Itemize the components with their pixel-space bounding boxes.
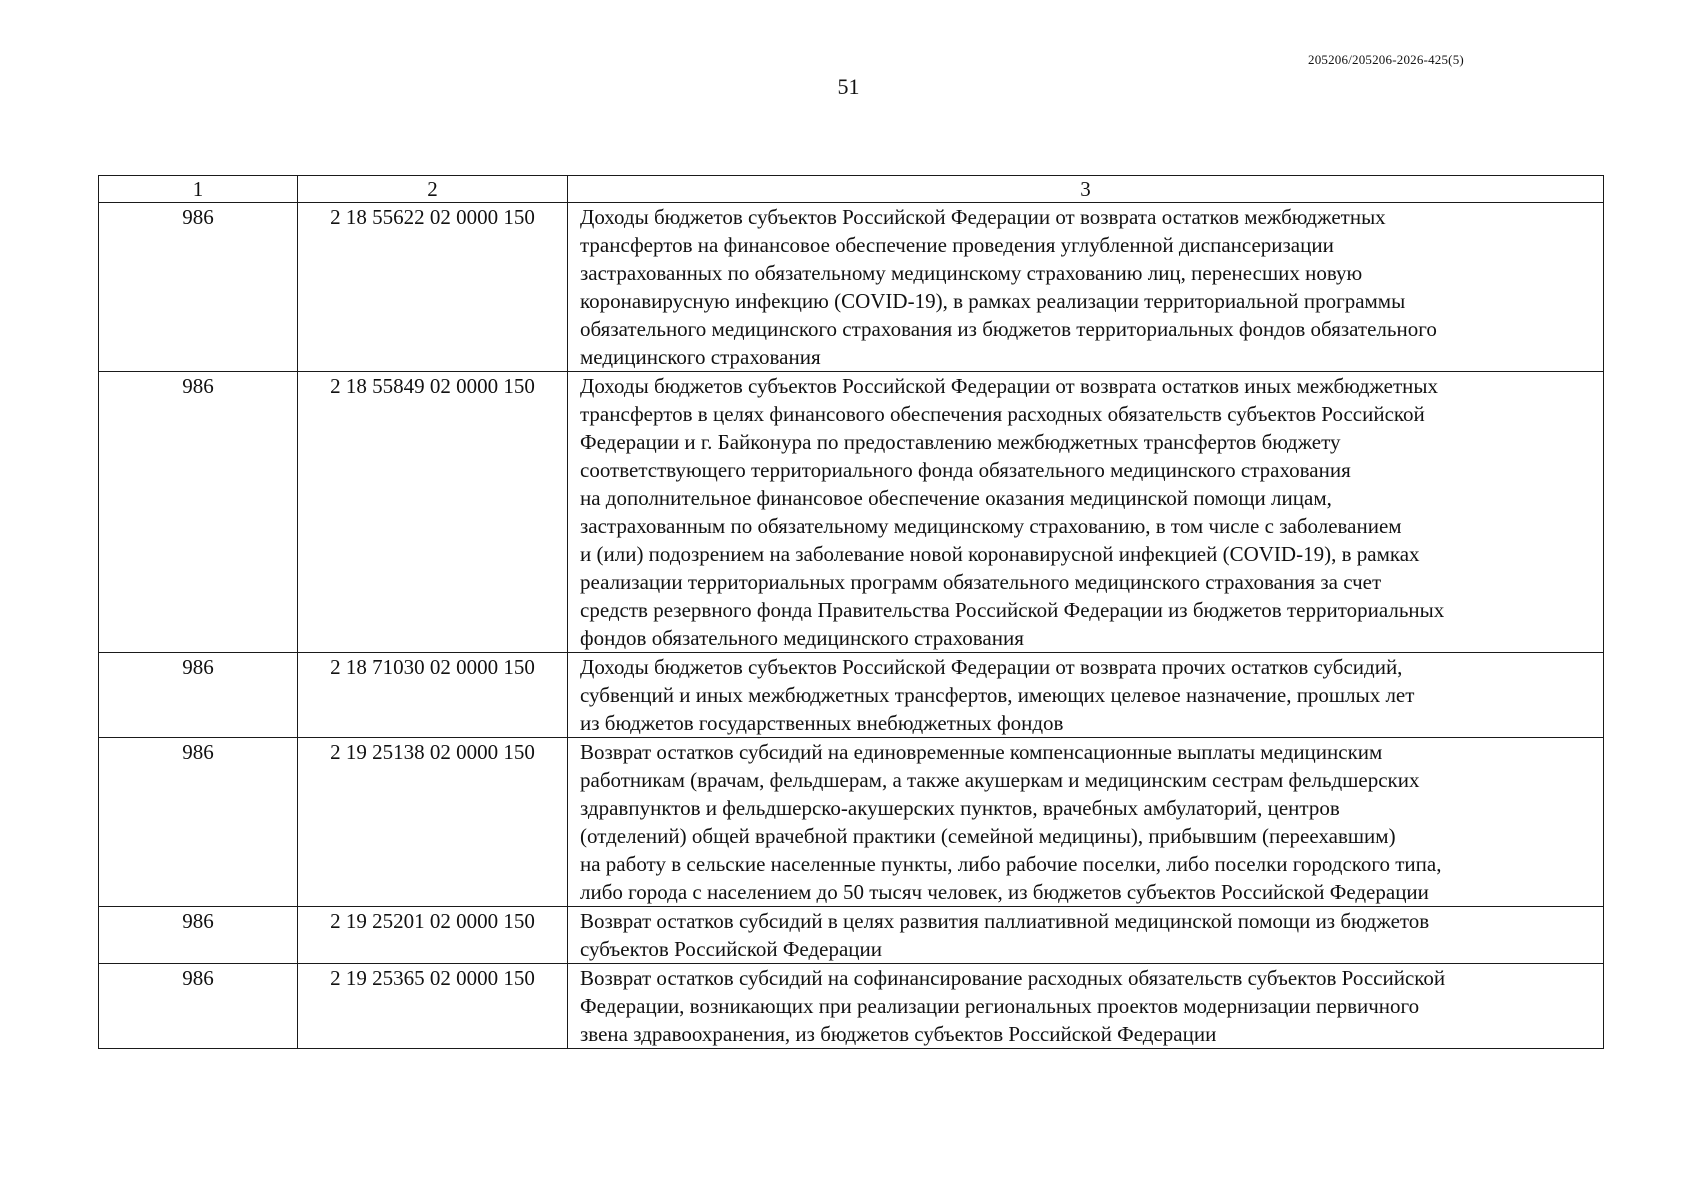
- description-line: звена здравоохранения, из бюджетов субъектов Российской Федерации: [580, 1022, 1217, 1046]
- description-cell: [568, 653, 1604, 738]
- description-line: обязательного медицинского страхования из бюджетов территориальных фондов обязательного: [580, 317, 1437, 341]
- description-line: медицинского страхования: [580, 345, 821, 369]
- description-line: на дополнительное финансовое обеспечение оказания медицинской помощи лицам,: [580, 486, 1332, 510]
- column-header-2: 2: [298, 176, 568, 203]
- description-line: застрахованным по обязательному медицинскому страхованию, в том числе с заболеванием: [580, 514, 1402, 538]
- description-line: Доходы бюджетов субъектов Российской Федерации от возврата остатков иных межбюджетных: [580, 374, 1439, 398]
- table-row: [99, 203, 1604, 372]
- description-line: застрахованных по обязательному медицинскому страхованию лиц, перенесших новую: [580, 261, 1363, 285]
- description-line: и (или) подозрением на заболевание новой коронавирусной инфекцией (COVID-19), в рамках: [580, 542, 1420, 566]
- description-line: фондов обязательного медицинского страхования: [580, 626, 1024, 650]
- description-cell: [568, 964, 1604, 1049]
- admin-code-cell: 986: [99, 738, 298, 907]
- description-line: Возврат остатков субсидий на софинансирование расходных обязательств субъектов Российской: [580, 966, 1446, 990]
- table-body: [99, 203, 1604, 1049]
- budget-codes-table: [98, 175, 1604, 1049]
- description-cell: [568, 203, 1604, 372]
- document-id: 205206/205206-2026-425(5): [1308, 52, 1464, 67]
- admin-code-cell: 986: [99, 372, 298, 653]
- budget-code-cell: 2 18 55622 02 0000 150: [298, 203, 568, 372]
- description-line: трансфертов на финансовое обеспечение проведения углубленной диспансеризации: [580, 233, 1334, 257]
- page-number: 51: [837, 74, 860, 99]
- description-line: реализации территориальных программ обязательного медицинского страхования за счет: [580, 570, 1382, 594]
- description-cell: [568, 372, 1604, 653]
- column-header-3: 3: [568, 176, 1604, 203]
- budget-code-cell: 2 18 71030 02 0000 150: [298, 653, 568, 738]
- table-row: [99, 964, 1604, 1049]
- description-line: Возврат остатков субсидий на единовременные компенсационные выплаты медицинским: [580, 740, 1383, 764]
- admin-code-cell: 986: [99, 653, 298, 738]
- table-row: [99, 653, 1604, 738]
- description-line: (отделений) общей врачебной практики (семейной медицины), прибывшим (переехавшим): [580, 824, 1396, 848]
- description-line: Федерации и г. Байконура по предоставлению межбюджетных трансфертов бюджету: [580, 430, 1341, 454]
- description-line: из бюджетов государственных внебюджетных фондов: [580, 711, 1064, 735]
- admin-code-cell: 986: [99, 203, 298, 372]
- admin-code-cell: 986: [99, 907, 298, 964]
- description-line: здравпунктов и фельдшерско-акушерских пунктов, врачебных амбулаторий, центров: [580, 796, 1340, 820]
- budget-code-cell: 2 19 25365 02 0000 150: [298, 964, 568, 1049]
- description-line: Доходы бюджетов субъектов Российской Федерации от возврата прочих остатков субсидий,: [580, 655, 1403, 679]
- description-line: средств резервного фонда Правительства Российской Федерации из бюджетов территориальных: [580, 598, 1445, 622]
- description-cell: [568, 738, 1604, 907]
- description-line: коронавирусную инфекцию (COVID-19), в рамках реализации территориальной программы: [580, 289, 1406, 313]
- description-line: субвенций и иных межбюджетных трансфертов, имеющих целевое назначение, прошлых лет: [580, 683, 1415, 707]
- description-line: на работу в сельские населенные пункты, либо рабочие поселки, либо поселки городского типа,: [580, 852, 1442, 876]
- budget-code-cell: 2 19 25138 02 0000 150: [298, 738, 568, 907]
- description-line: Возврат остатков субсидий в целях развития паллиативной медицинской помощи из бюджетов: [580, 909, 1430, 933]
- admin-code-cell: 986: [99, 964, 298, 1049]
- description-line: либо города с населением до 50 тысяч человек, из бюджетов субъектов Российской Федерации: [580, 880, 1429, 904]
- description-line: трансфертов в целях финансового обеспечения расходных обязательств субъектов Российской: [580, 402, 1425, 426]
- description-line: субъектов Российской Федерации: [580, 937, 883, 961]
- table-row: [99, 907, 1604, 964]
- budget-code-cell: 2 19 25201 02 0000 150: [298, 907, 568, 964]
- description-line: Федерации, возникающих при реализации региональных проектов модернизации первичного: [580, 994, 1420, 1018]
- column-header-1: 1: [99, 176, 298, 203]
- table-header-row: [99, 176, 1604, 203]
- table-row: [99, 738, 1604, 907]
- description-cell: [568, 907, 1604, 964]
- description-line: Доходы бюджетов субъектов Российской Федерации от возврата остатков межбюджетных: [580, 205, 1386, 229]
- description-line: соответствующего территориального фонда обязательного медицинского страхования: [580, 458, 1351, 482]
- table-row: [99, 372, 1604, 653]
- description-line: работникам (врачам, фельдшерам, а также акушеркам и медицинским сестрам фельдшерских: [580, 768, 1420, 792]
- budget-code-cell: 2 18 55849 02 0000 150: [298, 372, 568, 653]
